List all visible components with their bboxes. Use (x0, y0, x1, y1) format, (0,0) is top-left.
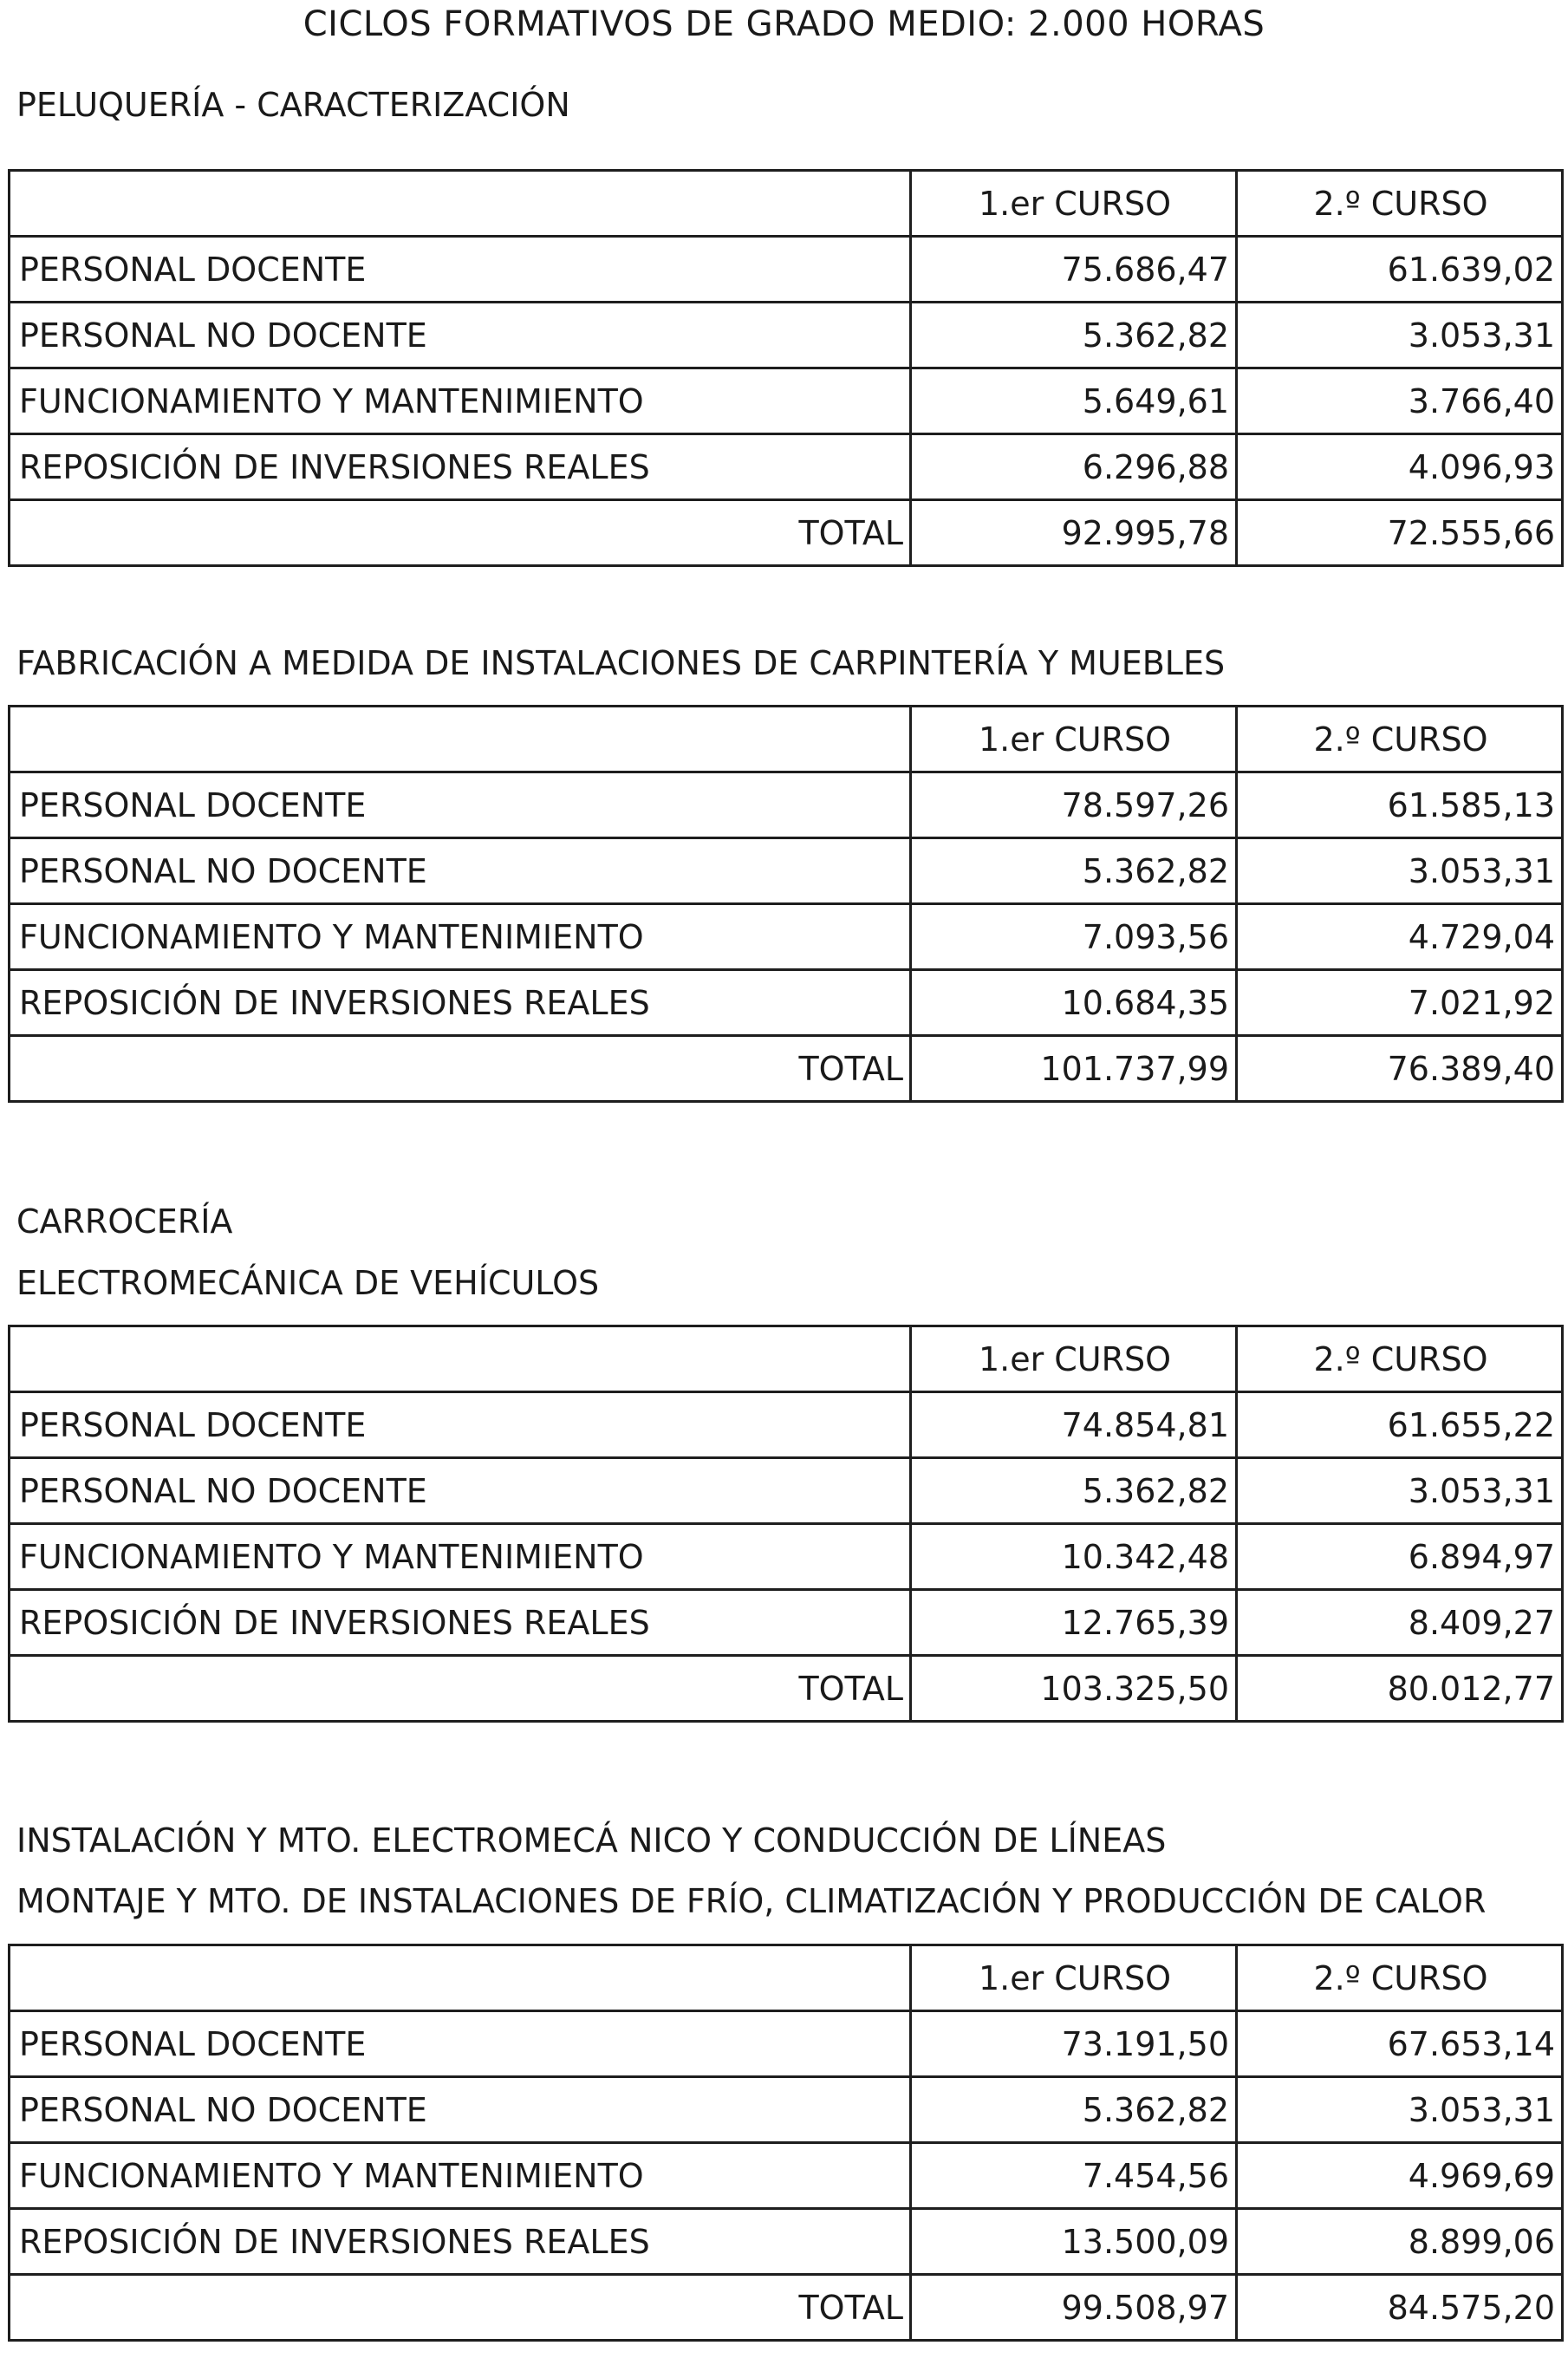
row-label: FUNCIONAMIENTO Y MANTENIMIENTO (10, 368, 911, 434)
total-label: TOTAL (10, 1036, 911, 1102)
total-row (10, 1656, 1563, 1722)
total-label: TOTAL (10, 1656, 911, 1722)
header-blank-cell (10, 1326, 911, 1392)
table-row (10, 838, 1563, 904)
first-year-value: 13.500,09 (911, 2209, 1237, 2275)
column-header-first-year: 1.er CURSO (911, 707, 1237, 772)
first-year-value: 5.649,61 (911, 368, 1237, 434)
section-heading: MONTAJE Y MTO. DE INSTALACIONES DE FRÍO, CLIMATIZACIÓN Y PRODUCCIÓN DE CALOR (16, 1882, 1487, 1920)
row-label: PERSONAL NO DOCENTE (10, 838, 911, 904)
column-header-second-year: 2.º CURSO (1237, 1945, 1563, 2011)
total-row (10, 1036, 1563, 1102)
first-year-value: 78.597,26 (911, 772, 1237, 838)
column-header-second-year: 2.º CURSO (1237, 171, 1563, 237)
column-header-first-year: 1.er CURSO (911, 1945, 1237, 2011)
second-year-total: 76.389,40 (1237, 1036, 1563, 1102)
second-year-value: 61.655,22 (1237, 1392, 1563, 1458)
second-year-total: 80.012,77 (1237, 1656, 1563, 1722)
first-year-value: 5.362,82 (911, 303, 1237, 368)
second-year-total: 84.575,20 (1237, 2275, 1563, 2341)
first-year-value: 6.296,88 (911, 434, 1237, 500)
table-row (10, 1458, 1563, 1524)
total-row (10, 500, 1563, 566)
header-blank-cell (10, 707, 911, 772)
table-row (10, 237, 1563, 303)
row-label: PERSONAL DOCENTE (10, 1392, 911, 1458)
budget-table (8, 169, 1564, 567)
second-year-total: 72.555,66 (1237, 500, 1563, 566)
first-year-value: 7.454,56 (911, 2143, 1237, 2209)
total-label: TOTAL (10, 500, 911, 566)
table-row (10, 2143, 1563, 2209)
first-year-total: 101.737,99 (911, 1036, 1237, 1102)
table-header-row (10, 1326, 1563, 1392)
header-blank-cell (10, 1945, 911, 2011)
first-year-value: 5.362,82 (911, 1458, 1237, 1524)
second-year-value: 3.053,31 (1237, 2077, 1563, 2143)
second-year-value: 4.969,69 (1237, 2143, 1563, 2209)
first-year-value: 75.686,47 (911, 237, 1237, 303)
table-row (10, 2209, 1563, 2275)
section-heading: PELUQUERÍA - CARACTERIZACIÓN (16, 86, 570, 124)
second-year-value: 61.639,02 (1237, 237, 1563, 303)
table-row (10, 2077, 1563, 2143)
row-label: PERSONAL NO DOCENTE (10, 2077, 911, 2143)
budget-table (8, 1944, 1564, 2342)
table-row (10, 303, 1563, 368)
first-year-total: 92.995,78 (911, 500, 1237, 566)
row-label: PERSONAL DOCENTE (10, 2011, 911, 2077)
row-label: PERSONAL DOCENTE (10, 772, 911, 838)
header-blank-cell (10, 171, 911, 237)
table-header-row (10, 707, 1563, 772)
first-year-value: 7.093,56 (911, 904, 1237, 970)
section-heading: CARROCERÍA (16, 1202, 233, 1241)
first-year-total: 103.325,50 (911, 1656, 1237, 1722)
second-year-value: 3.053,31 (1237, 303, 1563, 368)
budget-table (8, 1325, 1564, 1723)
total-label: TOTAL (10, 2275, 911, 2341)
section-heading: ELECTROMECÁNICA DE VEHÍCULOS (16, 1264, 600, 1302)
second-year-value: 61.585,13 (1237, 772, 1563, 838)
row-label: FUNCIONAMIENTO Y MANTENIMIENTO (10, 2143, 911, 2209)
first-year-value: 73.191,50 (911, 2011, 1237, 2077)
first-year-value: 5.362,82 (911, 2077, 1237, 2143)
table-header-row (10, 1945, 1563, 2011)
total-row (10, 2275, 1563, 2341)
table-row (10, 368, 1563, 434)
table-row (10, 434, 1563, 500)
column-header-second-year: 2.º CURSO (1237, 707, 1563, 772)
table-row (10, 2011, 1563, 2077)
first-year-value: 10.684,35 (911, 970, 1237, 1036)
second-year-value: 8.409,27 (1237, 1590, 1563, 1656)
second-year-value: 8.899,06 (1237, 2209, 1563, 2275)
column-header-first-year: 1.er CURSO (911, 171, 1237, 237)
row-label: FUNCIONAMIENTO Y MANTENIMIENTO (10, 904, 911, 970)
row-label: REPOSICIÓN DE INVERSIONES REALES (10, 2209, 911, 2275)
first-year-value: 5.362,82 (911, 838, 1237, 904)
first-year-value: 10.342,48 (911, 1524, 1237, 1590)
page-title: CICLOS FORMATIVOS DE GRADO MEDIO: 2.000 HORAS (303, 4, 1265, 44)
column-header-second-year: 2.º CURSO (1237, 1326, 1563, 1392)
row-label: REPOSICIÓN DE INVERSIONES REALES (10, 970, 911, 1036)
table-row (10, 904, 1563, 970)
row-label: PERSONAL NO DOCENTE (10, 303, 911, 368)
second-year-value: 67.653,14 (1237, 2011, 1563, 2077)
table-row (10, 1392, 1563, 1458)
table-header-row (10, 171, 1563, 237)
second-year-value: 3.766,40 (1237, 368, 1563, 434)
table-row (10, 1524, 1563, 1590)
row-label: PERSONAL DOCENTE (10, 237, 911, 303)
table-row (10, 970, 1563, 1036)
table-row (10, 772, 1563, 838)
row-label: REPOSICIÓN DE INVERSIONES REALES (10, 1590, 911, 1656)
row-label: PERSONAL NO DOCENTE (10, 1458, 911, 1524)
table-row (10, 1590, 1563, 1656)
row-label: FUNCIONAMIENTO Y MANTENIMIENTO (10, 1524, 911, 1590)
second-year-value: 3.053,31 (1237, 1458, 1563, 1524)
row-label: REPOSICIÓN DE INVERSIONES REALES (10, 434, 911, 500)
second-year-value: 4.096,93 (1237, 434, 1563, 500)
second-year-value: 7.021,92 (1237, 970, 1563, 1036)
second-year-value: 3.053,31 (1237, 838, 1563, 904)
first-year-value: 12.765,39 (911, 1590, 1237, 1656)
section-heading: FABRICACIÓN A MEDIDA DE INSTALACIONES DE CARPINTERÍA Y MUEBLES (16, 644, 1226, 682)
first-year-total: 99.508,97 (911, 2275, 1237, 2341)
second-year-value: 4.729,04 (1237, 904, 1563, 970)
section-heading: INSTALACIÓN Y MTO. ELECTROMECÁ NICO Y CONDUCCIÓN DE LÍNEAS (16, 1821, 1167, 1860)
budget-table (8, 705, 1564, 1103)
first-year-value: 74.854,81 (911, 1392, 1237, 1458)
second-year-value: 6.894,97 (1237, 1524, 1563, 1590)
column-header-first-year: 1.er CURSO (911, 1326, 1237, 1392)
